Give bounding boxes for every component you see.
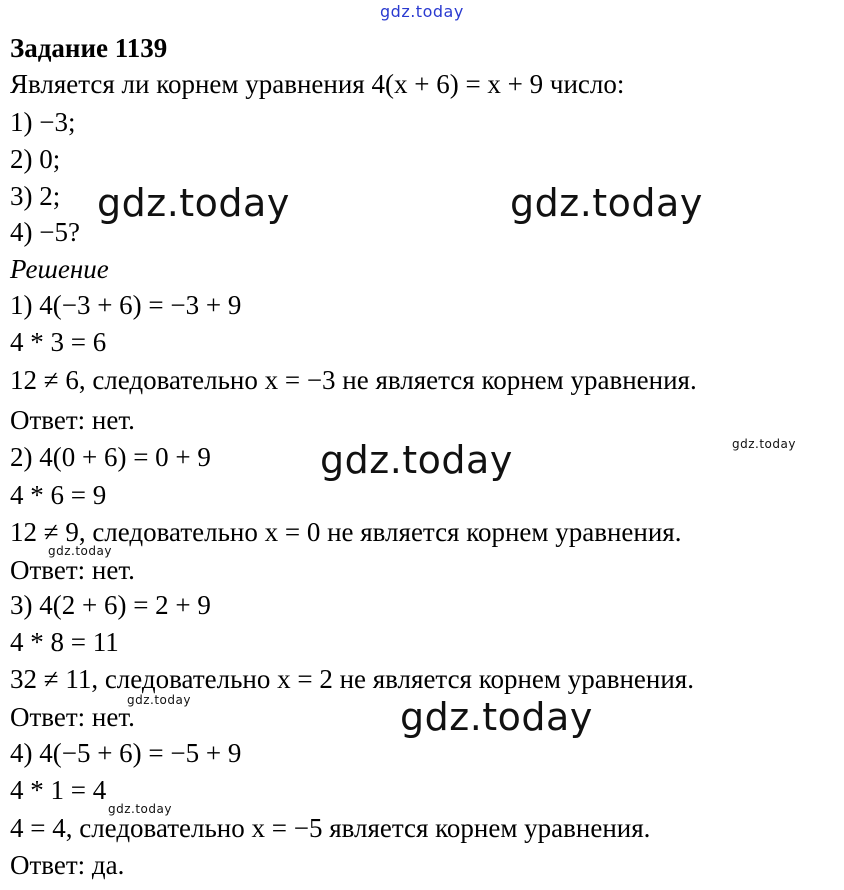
solution-line: 4 * 1 = 4 [10, 775, 107, 805]
task-option: 4) −5? [10, 217, 80, 247]
solution-line: 4 * 3 = 6 [10, 327, 107, 357]
solution-line: 12 ≠ 6, следовательно x = −3 не является корнем уравнения. [10, 365, 697, 395]
solution-line: 3) 4(2 + 6) = 2 + 9 [10, 590, 211, 620]
solution-line: 4 * 6 = 9 [10, 480, 107, 510]
watermark-small: gdz.today [732, 437, 796, 451]
solution-line: 32 ≠ 11, следовательно x = 2 не является корнем уравнения. [10, 664, 694, 694]
solution-heading: Решение [10, 254, 109, 284]
task-title: Задание 1139 [10, 33, 168, 63]
solution-line: 12 ≠ 9, следовательно x = 0 не является корнем уравнения. [10, 517, 682, 547]
watermark-small: gdz.today [108, 802, 172, 816]
solution-answer: Ответ: нет. [10, 702, 135, 732]
watermark-large: gdz.today [400, 695, 593, 739]
task-option: 1) −3; [10, 107, 76, 137]
task-option: 3) 2; [10, 181, 61, 211]
watermark-top: gdz.today [380, 2, 464, 21]
watermark-large: gdz.today [97, 181, 290, 225]
solution-line: 1) 4(−3 + 6) = −3 + 9 [10, 290, 242, 320]
solution-line: 4 = 4, следовательно x = −5 является корнем уравнения. [10, 813, 651, 843]
solution-answer: Ответ: нет. [10, 405, 135, 435]
task-option: 2) 0; [10, 144, 61, 174]
solution-line: 4 * 8 = 11 [10, 627, 119, 657]
solution-line: 2) 4(0 + 6) = 0 + 9 [10, 442, 211, 472]
watermark-small: gdz.today [48, 544, 112, 558]
watermark-large: gdz.today [510, 181, 703, 225]
task-question: Является ли корнем уравнения 4(x + 6) = x + 9 число: [10, 69, 625, 99]
solution-answer: Ответ: нет. [10, 555, 135, 585]
solution-line: 4) 4(−5 + 6) = −5 + 9 [10, 738, 242, 768]
solution-answer: Ответ: да. [10, 850, 125, 880]
watermark-small: gdz.today [127, 693, 191, 707]
watermark-large: gdz.today [320, 438, 513, 482]
